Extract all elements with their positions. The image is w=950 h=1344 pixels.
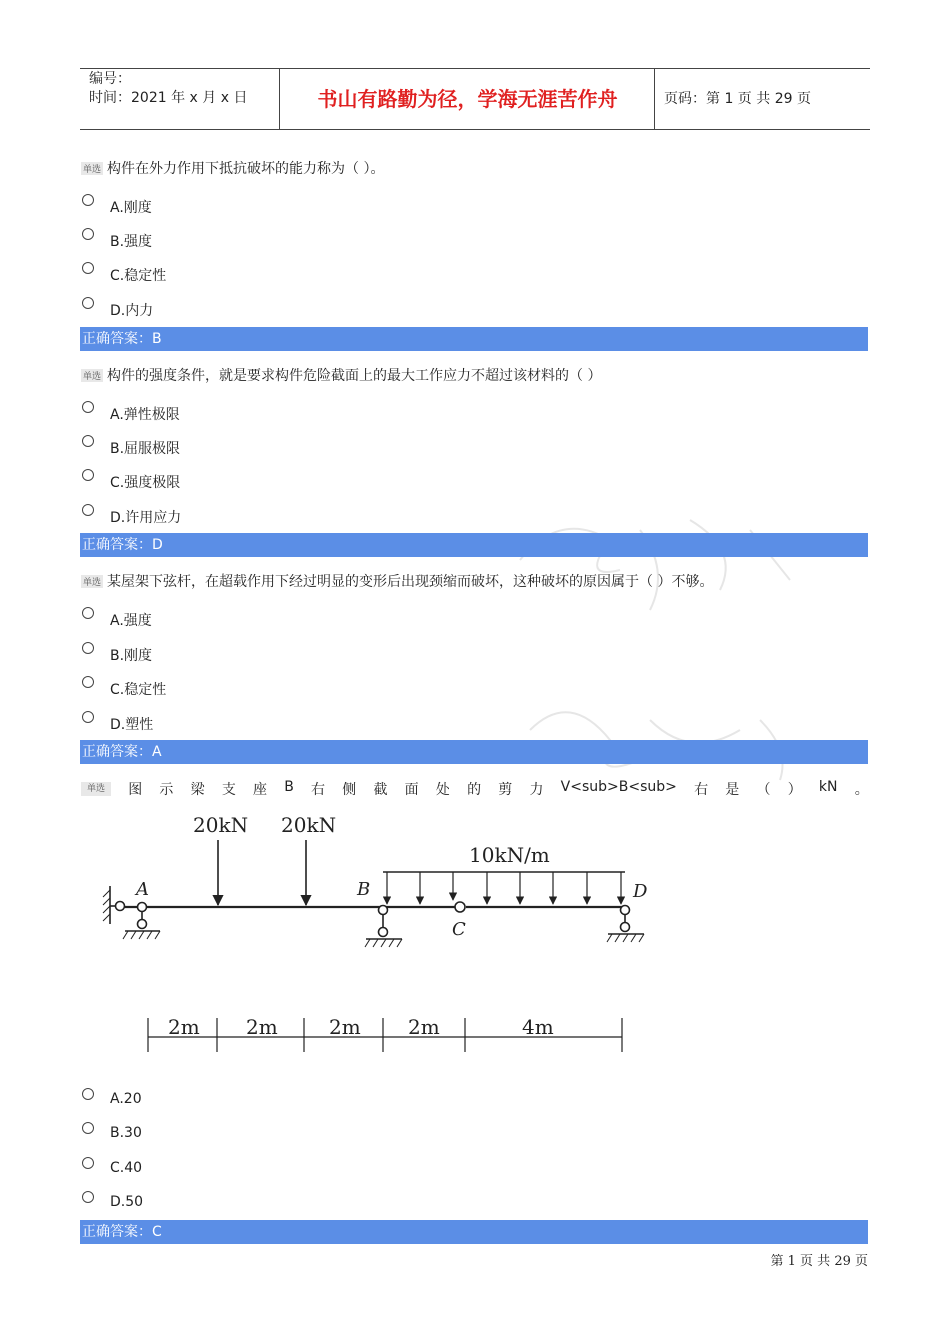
option-label: C.40	[110, 1160, 143, 1176]
dimension-label: 2m	[168, 1015, 200, 1039]
beam-diagram	[90, 808, 670, 1058]
option-label: C.强度极限	[110, 475, 181, 491]
dimension-label: 2m	[408, 1015, 440, 1039]
question-1	[81, 158, 384, 178]
radio-button[interactable]	[82, 711, 94, 723]
question-type-tag: 单选	[81, 162, 103, 175]
option-label: D.许用应力	[110, 510, 182, 526]
radio-button[interactable]	[82, 469, 94, 481]
q4-token: 侧	[342, 782, 357, 798]
distributed-load-label: 10kN/m	[469, 843, 550, 867]
question-text: 构件的强度条件，就是要求构件危险截面上的最大工作应力不超过该材料的（ ）	[107, 368, 602, 384]
q4-token: 是	[725, 782, 740, 798]
point-label-d: D	[633, 881, 648, 902]
option-label: C.稳定性	[110, 268, 167, 284]
radio-button[interactable]	[82, 194, 94, 206]
header-page-number: 页码：第 1 页 共 29 页	[664, 91, 811, 107]
answer-bar-1: 正确答案：B	[80, 327, 868, 351]
option-label: D.50	[110, 1194, 144, 1210]
question-2	[81, 365, 601, 385]
page-header	[80, 68, 870, 130]
option-label: D.内力	[110, 303, 154, 319]
point-label-a: A	[136, 879, 149, 900]
option-label: B.强度	[110, 234, 153, 250]
q4-token: 座	[253, 782, 268, 798]
radio-button[interactable]	[82, 676, 94, 688]
radio-button[interactable]	[82, 1122, 94, 1134]
radio-button[interactable]	[82, 297, 94, 309]
q4-token: V<sub>B<sub>	[560, 779, 677, 795]
radio-button[interactable]	[82, 401, 94, 413]
radio-button[interactable]	[82, 435, 94, 447]
option-label: A.弹性极限	[110, 407, 180, 423]
support-d-top	[621, 906, 630, 915]
dimension-label: 2m	[246, 1015, 278, 1039]
radio-button[interactable]	[82, 504, 94, 516]
q4-token: 的	[467, 782, 482, 798]
question-type-tag: 单选	[81, 369, 103, 382]
radio-button[interactable]	[82, 642, 94, 654]
q4-token: kN	[818, 779, 838, 795]
answer-bar-2: 正确答案：D	[80, 533, 868, 557]
hinge-a-wall	[116, 902, 125, 911]
q4-token: 示	[159, 782, 174, 798]
option-label: B.刚度	[110, 648, 153, 664]
q4-token: B	[284, 779, 294, 795]
option-label: A.强度	[110, 613, 152, 629]
load-label-1: 20kN	[193, 813, 249, 837]
option-label: D.塑性	[110, 717, 154, 733]
dimension-label: 2m	[329, 1015, 361, 1039]
q4-token: 力	[529, 782, 544, 798]
q4-token: 右	[311, 782, 326, 798]
question-text: 构件在外力作用下抵抗破坏的能力称为（ ）。	[107, 161, 385, 177]
page-footer: 第 1 页 共 29 页	[770, 1254, 868, 1269]
dimension-label: 4m	[522, 1015, 554, 1039]
q4-token: 处	[435, 782, 450, 798]
q4-token: （	[756, 782, 771, 798]
hinge-c	[455, 902, 465, 912]
question-3	[81, 571, 713, 591]
q4-token: 截	[373, 782, 388, 798]
q4-token: 图	[128, 782, 143, 798]
q4-token: 右	[694, 782, 709, 798]
radio-button[interactable]	[82, 1157, 94, 1169]
support-b-bottom	[379, 928, 388, 937]
q4-token: 支	[221, 782, 236, 798]
point-label-b: B	[357, 879, 371, 900]
q4-token: 面	[404, 782, 419, 798]
question-type-tag: 单选	[81, 575, 103, 588]
point-label-c: C	[452, 919, 466, 940]
question-4	[81, 779, 869, 799]
q4-token: 梁	[190, 782, 205, 798]
option-label: A.20	[110, 1091, 142, 1107]
radio-button[interactable]	[82, 1088, 94, 1100]
header-meta	[80, 69, 280, 129]
support-a-bottom	[138, 920, 147, 929]
support-b-top	[379, 906, 388, 915]
radio-button[interactable]	[82, 1191, 94, 1203]
radio-button[interactable]	[82, 607, 94, 619]
radio-button[interactable]	[82, 228, 94, 240]
time-label: 时间：2021 年 x 月 x 日	[89, 90, 248, 106]
header-motto: 书山有路勤为径，学海无涯苦作舟	[281, 69, 655, 129]
number-label: 编号：	[89, 71, 131, 87]
answer-bar-3: 正确答案：A	[80, 740, 868, 764]
radio-button[interactable]	[82, 262, 94, 274]
load-label-2: 20kN	[281, 813, 337, 837]
support-d-bottom	[621, 923, 630, 932]
support-a-top	[138, 903, 147, 912]
option-label: C.稳定性	[110, 682, 167, 698]
option-label: A.刚度	[110, 200, 152, 216]
option-label: B.30	[110, 1125, 142, 1141]
q4-token: 。	[854, 782, 869, 798]
answer-bar-4: 正确答案：C	[80, 1220, 868, 1244]
question-text: 某屋架下弦杆，在超载作用下经过明显的变形后出现颈缩而破坏，这种破坏的原因属于（ ）不够。	[107, 574, 714, 590]
q4-token: 剪	[498, 782, 513, 798]
option-label: B.屈服极限	[110, 441, 181, 457]
question-type-tag: 单选	[81, 782, 111, 796]
q4-token: ）	[787, 782, 802, 798]
